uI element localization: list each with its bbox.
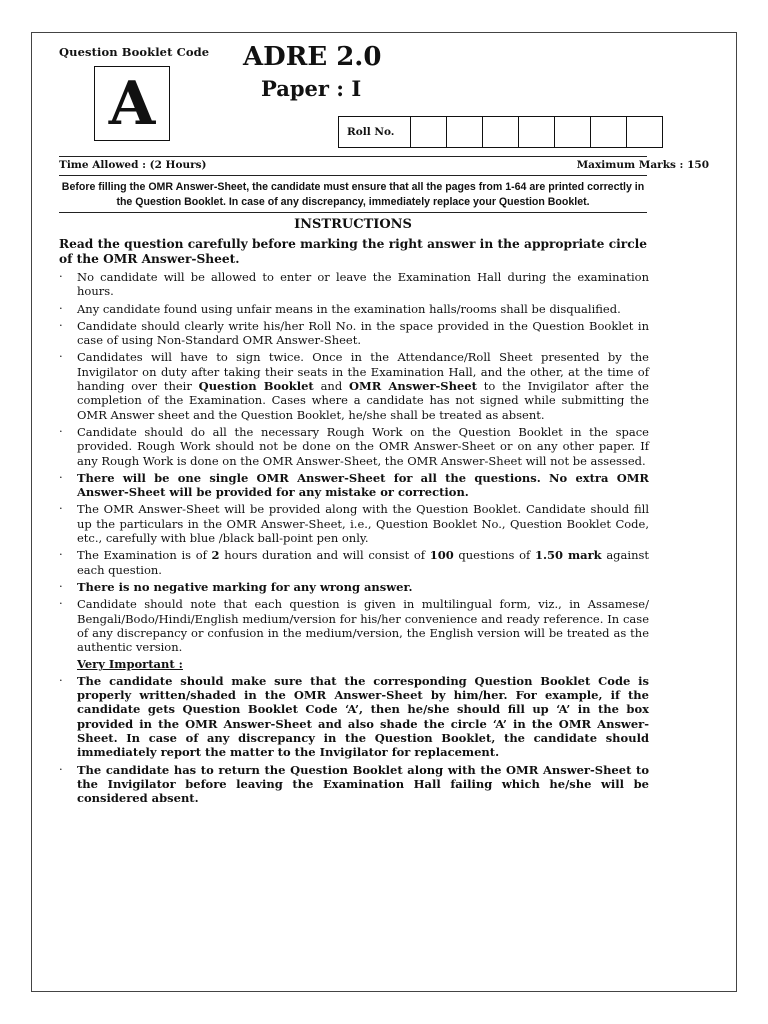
instruction-item: · The candidate has to return the Question Booklet along with the OMR Answer-Sheet to the Invigilator before leaving the Examination Hall failing which he/she will be considered absent. <box>59 763 649 806</box>
divider <box>59 175 647 176</box>
instruction-item: · No candidate will be allowed to enter or leave the Examination Hall during the examination hours. <box>59 270 649 299</box>
divider <box>59 156 647 157</box>
roll-digit-box[interactable] <box>591 117 627 148</box>
instruction-item: · Any candidate found using unfair means in the examination halls/rooms shall be disqualified. <box>59 302 649 316</box>
roll-number-grid <box>338 116 663 148</box>
roll-digit-box[interactable] <box>519 117 555 148</box>
omr-notice: Before filling the OMR Answer-Sheet, the candidate must ensure that all the pages from 1-64 are printed correctly in the Question Booklet. In case of any discrepancy, immediately replace your Question Booklet. <box>61 181 645 208</box>
paper-title: Paper : I <box>261 76 362 101</box>
exam-title: ADRE 2.0 <box>243 42 382 72</box>
roll-digit-box[interactable] <box>555 117 591 148</box>
instruction-item: · The OMR Answer-Sheet will be provided along with the Question Booklet. Candidate should fill up the particulars in the OMR Answer-Sheet, i.e., Question Booklet No., Question Booklet Code, etc., carefully with blue /black ball-point pen only. <box>59 502 649 545</box>
instruction-item: · The Examination is of 2 hours duration and will consist of 100 questions of 1.50 mark against each question. <box>59 548 649 577</box>
instructions-heading: INSTRUCTIONS <box>294 217 412 232</box>
instructions-list <box>59 270 649 808</box>
instruction-item: · Candidate should do all the necessary Rough Work on the Question Booklet in the space provided. Rough Work should not be done on the OMR Answer-Sheet or on any other paper. If any Rough Work is done on the OMR Answer-Sheet, the OMR Answer-Sheet will not be assessed. <box>59 425 649 468</box>
instruction-item: · There will be one single OMR Answer-Sheet for all the questions. No extra OMR Answer-Sheet will be provided for any mistake or correction. <box>59 471 649 500</box>
instruction-item: · The candidate should make sure that the corresponding Question Booklet Code is properly written/shaded in the OMR Answer-Sheet by him/her. For example, if the candidate gets Question Booklet Code ‘A’, then he/she should fill up ‘A’ in the box provided in the OMR Answer-Sheet and also shade the circle ‘A’ in the OMR Answer-Sheet. In case of any discrepancy in the Question Booklet, the candidate should immediately report the matter to the Invigilator for replacement. <box>59 674 649 760</box>
divider <box>59 212 647 213</box>
roll-digit-box[interactable] <box>627 117 663 148</box>
instruction-item: · Candidate should clearly write his/her Roll No. in the space provided in the Question Booklet in case of using Non-Standard OMR Answer-Sheet. <box>59 319 649 348</box>
time-allowed: Time Allowed : (2 Hours) <box>59 159 207 171</box>
roll-digit-box[interactable] <box>447 117 483 148</box>
roll-number-label: Roll No. <box>339 117 411 148</box>
instruction-item: · Candidate should note that each question is given in multilingual form, viz., in Assamese/ Bengali/Bodo/Hindi/English medium/version for his/her convenience and ready reference. In case of any discrepancy or confusion in the medium/version, the English version will be treated as the authentic version. <box>59 597 649 654</box>
very-important-heading: Very Important : <box>77 657 183 672</box>
booklet-code-label: Question Booklet Code <box>59 45 210 59</box>
roll-digit-box[interactable] <box>411 117 447 148</box>
instruction-item: · There is no negative marking for any wrong answer. <box>59 580 649 594</box>
roll-digit-box[interactable] <box>483 117 519 148</box>
maximum-marks: Maximum Marks : 150 <box>576 159 709 171</box>
booklet-code-box: A <box>94 66 170 141</box>
instruction-item: · Candidates will have to sign twice. Once in the Attendance/Roll Sheet presented by the Invigilator on duty after taking their seats in the Examination Hall, and the other, at the time of handing over their Question Booklet and OMR Answer-Sheet to the Invigilator after the completion of the Examination. Cases where a candidate has not signed while submitting the OMR Answer sheet and the Question Booklet, he/she shall be treated as absent. <box>59 350 649 421</box>
instructions-lead: Read the question carefully before marking the right answer in the appropriate circle of the OMR Answer-Sheet. <box>59 237 647 266</box>
